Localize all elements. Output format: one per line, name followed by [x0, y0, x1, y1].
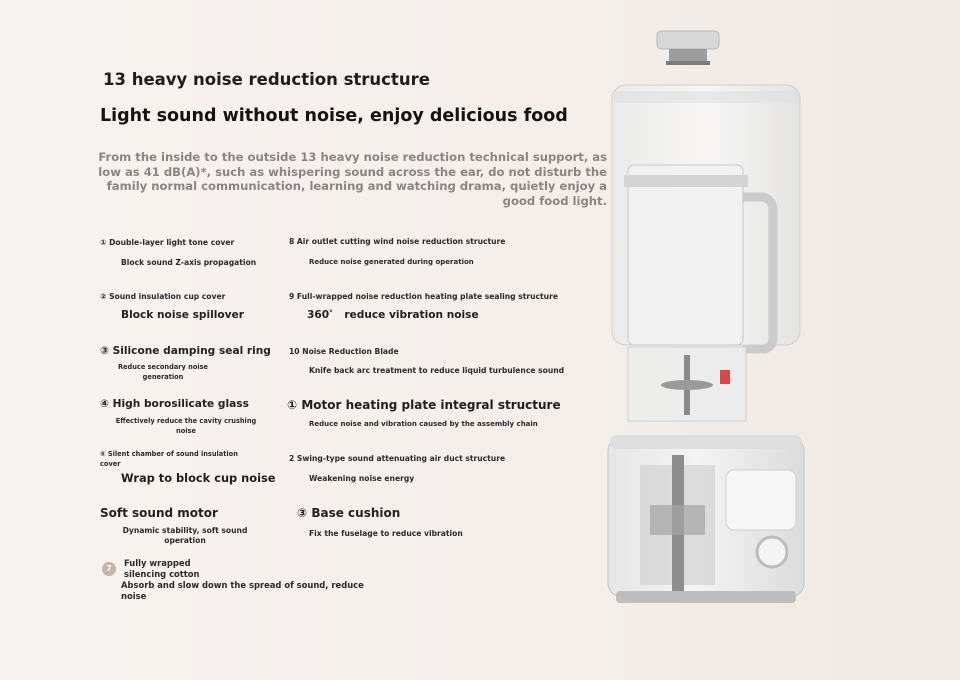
lid-cap	[657, 31, 719, 65]
feature-9-desc-number: 360	[307, 309, 330, 321]
feature-13-title: ③ Base cushion	[297, 506, 401, 520]
headline: Light sound without noise, enjoy delicious food	[100, 106, 568, 126]
feature-12-title: 2 Swing-type sound attenuating air duct structure	[289, 454, 506, 463]
feature-4-desc: Effectively reduce the cavity crushing noise	[115, 417, 257, 435]
feature-8-desc: Reduce noise generated during operation	[309, 258, 474, 266]
feature-9-title: 9 Full-wrapped noise reduction heating plate sealing structure	[289, 292, 558, 301]
feature-11-title: ① Motor heating plate integral structure	[287, 398, 561, 412]
feature-9-desc-row	[307, 309, 479, 321]
feature-11-desc: Reduce noise and vibration caused by the assembly chain	[309, 420, 538, 428]
feature-3-title: ③ Silicone damping seal ring	[100, 345, 271, 357]
number-badge: 7	[102, 562, 116, 576]
motor-base	[608, 435, 804, 603]
feature-10-title: 10 Noise Reduction Blade	[289, 347, 399, 356]
feature-7-title: Fully wrapped silencing cotton	[124, 558, 200, 579]
feature-10-desc: Knife back arc treatment to reduce liquid turbulence sound	[309, 366, 565, 375]
section-title: 13 heavy noise reduction structure	[103, 70, 430, 89]
feature-6-title: Soft sound motor	[100, 506, 218, 520]
feature-1-title: ① Double-layer light tone cover	[100, 238, 235, 247]
blender-illustration	[600, 25, 820, 620]
feature-13-desc: Fix the fuselage to reduce vibration	[309, 529, 463, 538]
degree-symbol: °	[329, 309, 333, 317]
feature-5-desc: Wrap to block cup noise	[121, 471, 276, 485]
feature-9-desc: reduce vibration noise	[344, 309, 479, 321]
feature-1-desc: Block sound Z-axis propagation	[121, 258, 257, 267]
feature-5-title: ⑤ Silent chamber of sound insulation cover	[100, 450, 238, 468]
feature-12-desc: Weakening noise energy	[309, 474, 415, 483]
feature-7-desc: Absorb and slow down the spread of sound, reduce noise	[121, 580, 364, 601]
feature-2-desc: Block noise spillover	[121, 309, 245, 321]
feature-3-desc: Reduce secondary noise generation	[117, 363, 209, 381]
feature-2-title: ② Sound insulation cup cover	[100, 292, 226, 301]
feature-4-title: ④ High borosilicate glass	[100, 398, 249, 410]
feature-6-desc: Dynamic stability, soft sound operation	[122, 526, 248, 545]
intro-paragraph: From the inside to the outside 13 heavy noise reduction technical support, as low as 41 dB(A)*, such as whispering sound across the ear, do not disturb the family normal communication, learning and watching drama, quietly enjoy a good food light.	[98, 150, 607, 208]
feature-8-title: 8 Air outlet cutting wind noise reduction structure	[289, 237, 506, 246]
